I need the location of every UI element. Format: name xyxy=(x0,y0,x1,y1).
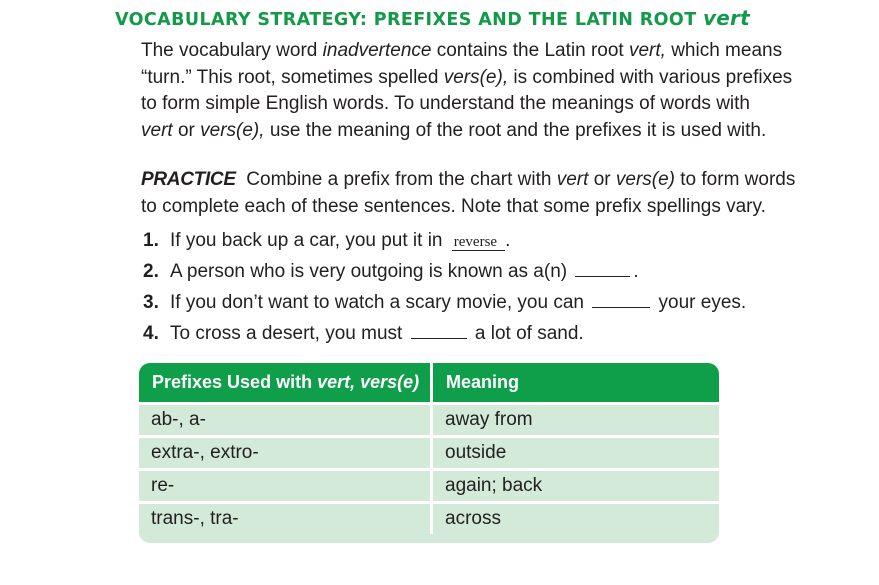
header-prefixes: Prefixes Used with vert, vers(e) xyxy=(139,363,432,404)
prefix-chart xyxy=(139,363,719,543)
item-number: 3. xyxy=(143,292,159,313)
prefix-table xyxy=(139,363,719,534)
item-number: 2. xyxy=(143,261,159,282)
table-row xyxy=(139,503,719,535)
intro-line-1: The vocabulary word inadvertence contains the Latin root vert, which means xyxy=(141,40,783,61)
prefix-cell: ab-, a- xyxy=(139,404,432,437)
meaning-cell: away from xyxy=(432,404,720,437)
prefix-cell: re- xyxy=(139,470,432,503)
prefix-cell: extra-, extro- xyxy=(139,437,432,470)
intro-paragraph xyxy=(141,38,841,144)
intro-line-3: to form simple English words. To understand the meanings of words with xyxy=(141,93,751,114)
practice-item-3: 3. If you don’t want to watch a scary movie, you can your eyes. xyxy=(143,292,747,313)
table-row xyxy=(139,437,719,470)
practice-line-2: to complete each of these sentences. Note that some prefix spellings vary. xyxy=(141,195,766,217)
meaning-cell: outside xyxy=(432,437,720,470)
answer-blank-1[interactable]: reverse xyxy=(452,234,505,251)
item-number: 1. xyxy=(143,230,159,251)
table-header-row xyxy=(139,363,719,404)
practice-item-4: 4. To cross a desert, you must a lot of sand. xyxy=(143,323,584,344)
practice-item-2: 2. A person who is very outgoing is known as a(n) . xyxy=(143,261,639,282)
prefix-cell: trans-, tra- xyxy=(139,503,432,535)
heading-root-word: vert xyxy=(703,6,750,30)
heading-text: VOCABULARY STRATEGY: PREFIXES AND THE LATIN ROOT xyxy=(115,10,704,30)
table-row xyxy=(139,404,719,437)
intro-line-4: vert or vers(e), use the meaning of the root and the prefixes it is used with. xyxy=(141,119,767,141)
practice-line-1: PRACTICE Combine a prefix from the chart with vert or vers(e) to form words xyxy=(141,169,796,190)
intro-line-2: “turn.” This root, sometimes spelled vers(e), is combined with various prefixes xyxy=(141,66,793,88)
answer-blank-4[interactable] xyxy=(411,324,467,339)
practice-paragraph xyxy=(141,167,841,220)
practice-item-1: 1. If you back up a car, you put it in reverse . xyxy=(143,230,511,251)
section-heading xyxy=(115,6,750,30)
practice-label: PRACTICE xyxy=(141,169,236,190)
header-meaning: Meaning xyxy=(432,363,720,404)
item-number: 4. xyxy=(143,323,159,344)
meaning-cell: across xyxy=(432,503,720,535)
table-row xyxy=(139,470,719,503)
meaning-cell: again; back xyxy=(432,470,720,503)
answer-blank-2[interactable] xyxy=(575,262,630,277)
answer-blank-3[interactable] xyxy=(592,293,650,308)
